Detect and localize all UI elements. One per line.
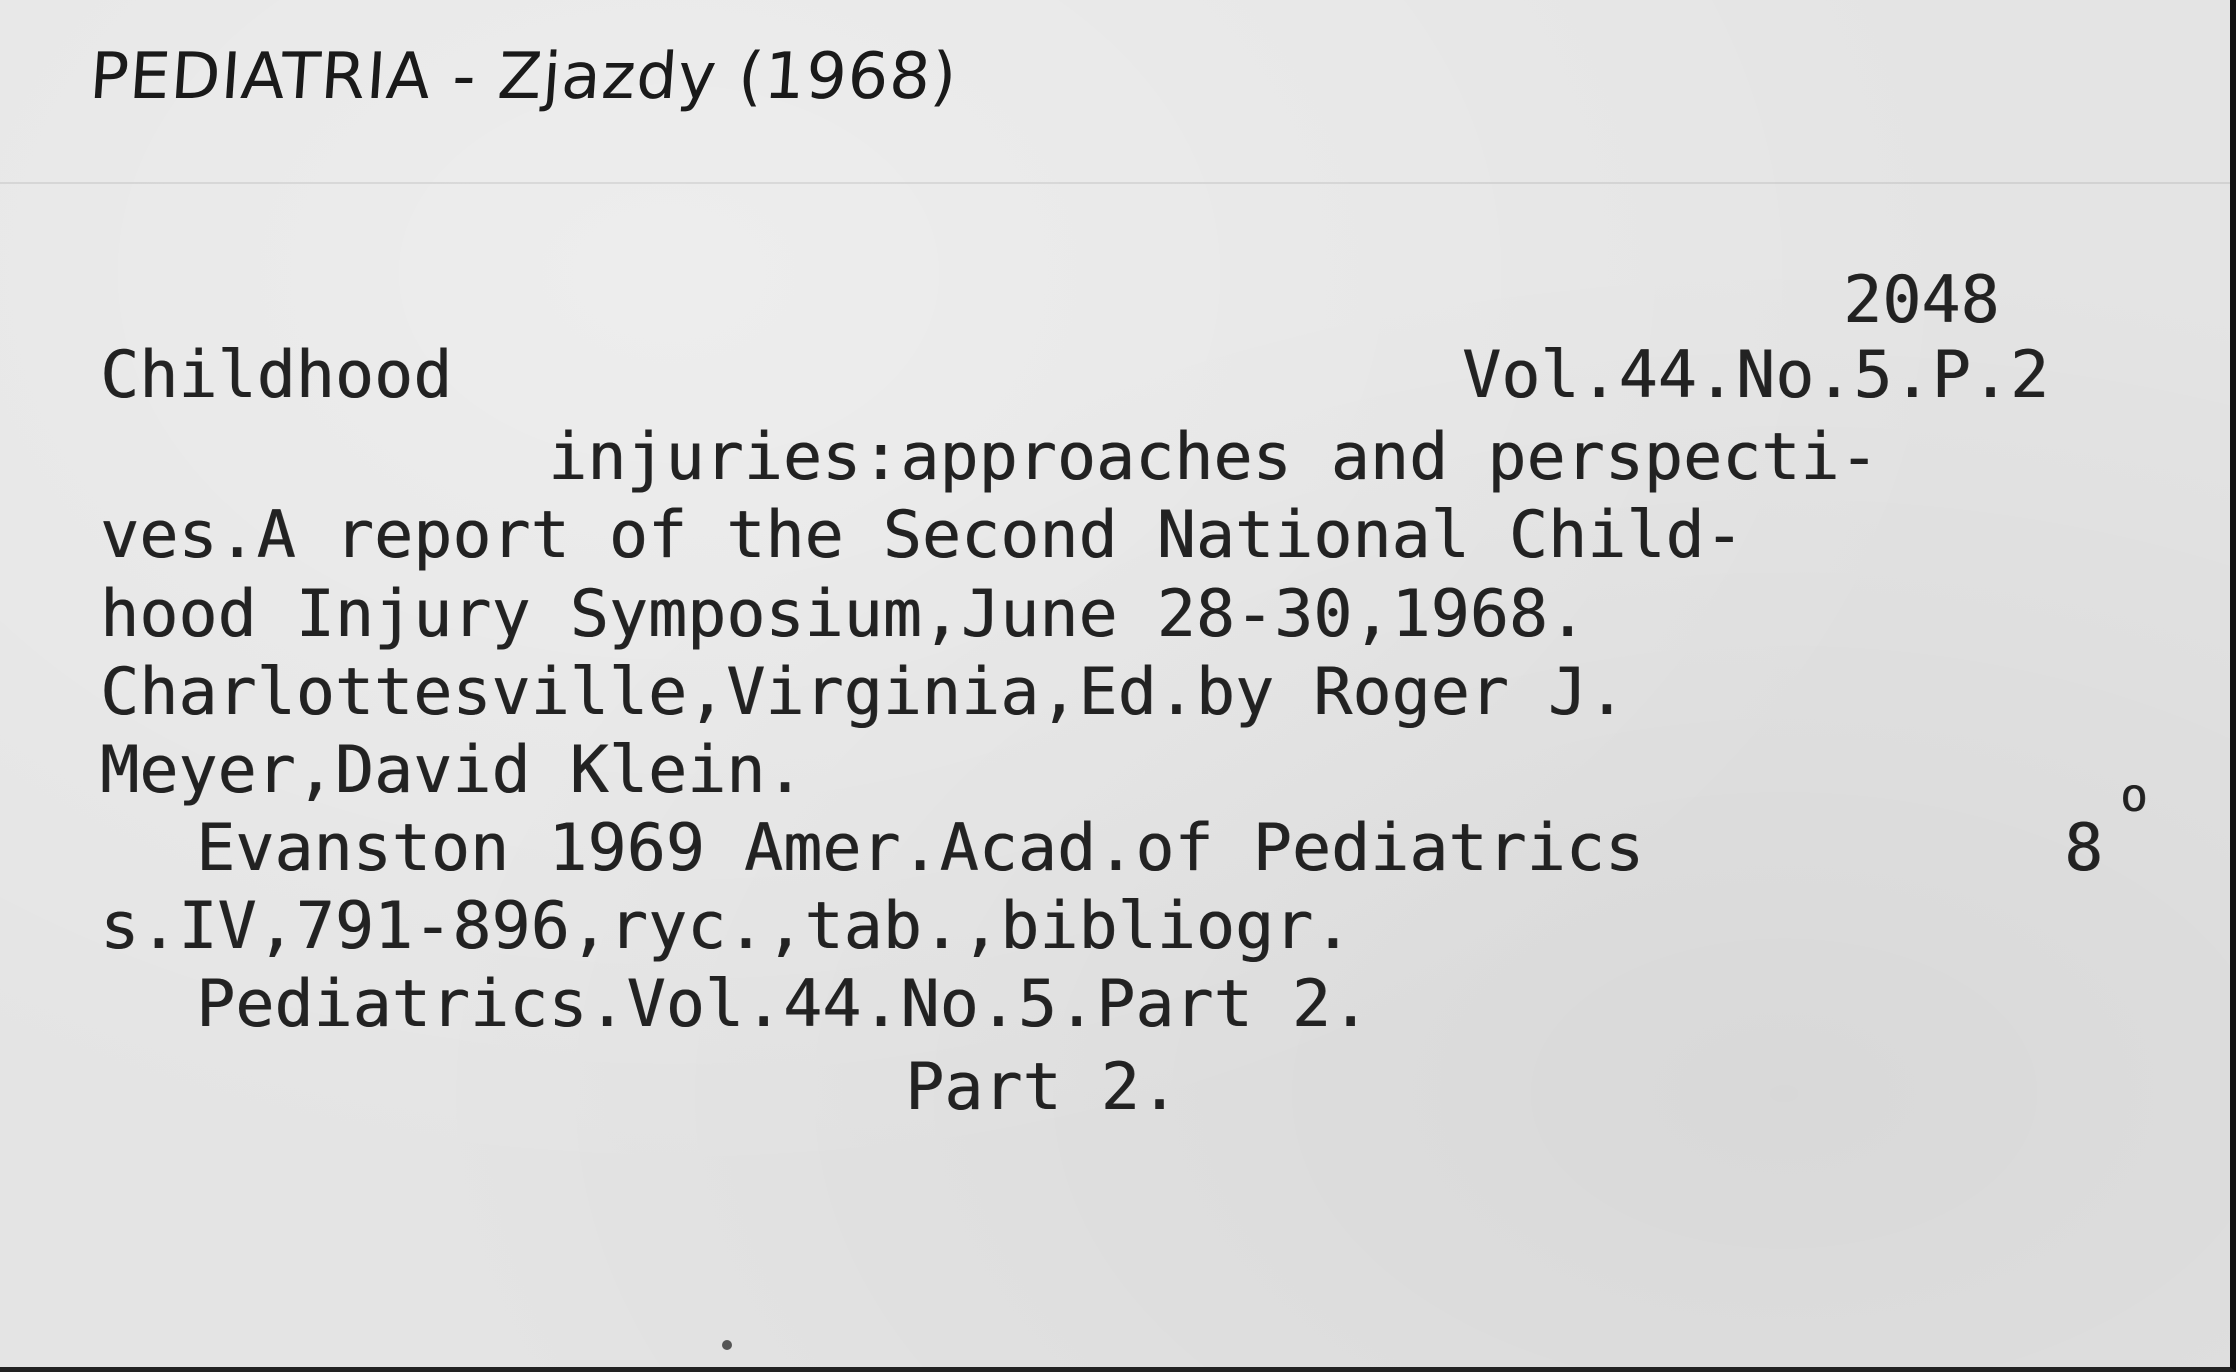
desc-line-2: ves.A report of the Second National Child- <box>100 498 1744 573</box>
desc-line-4: Charlottesville,Virginia,Ed.by Roger J. <box>100 655 1627 730</box>
format-size: 8 <box>2064 811 2104 886</box>
format-superscript: o <box>2120 768 2148 822</box>
part-line: Part 2. <box>905 1050 1179 1125</box>
series-line: Pediatrics.Vol.44.No.5.Part 2. <box>196 967 1370 1042</box>
collation-line: s.IV,791-896,ryc.,tab.,bibliogr. <box>100 889 1353 964</box>
card-heading: PEDIATRIA - Zjazdy (1968) <box>87 40 960 114</box>
card-hole-mark <box>722 1340 732 1350</box>
heading-rule <box>0 182 2230 184</box>
desc-line-3: hood Injury Symposium,June 28-30,1968. <box>100 577 1588 652</box>
title-start: Childhood <box>100 338 453 413</box>
imprint-line: Evanston 1969 Amer.Acad.of Pediatrics <box>196 811 1644 886</box>
desc-line-1: injuries:approaches and perspecti- <box>548 420 1879 495</box>
accession-number: 2048 <box>1843 263 2000 338</box>
desc-line-5: Meyer,David Klein. <box>100 733 805 808</box>
journal-ref: Vol.44.No.5.P.2 <box>1462 338 2049 413</box>
